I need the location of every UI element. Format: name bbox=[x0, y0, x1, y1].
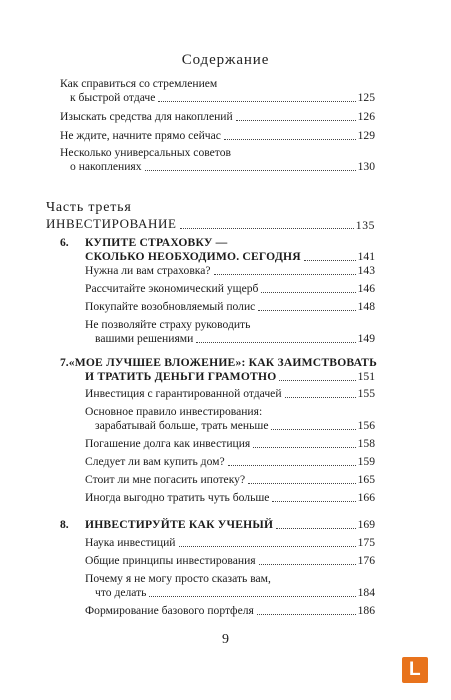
page-number: 9 bbox=[222, 632, 229, 647]
chapter-number: 6. bbox=[60, 236, 69, 249]
chapter-title: ИНВЕСТИРУЙТЕ КАК УЧЕНЫЙ bbox=[85, 518, 274, 531]
toc-page-number: 175 bbox=[357, 536, 375, 549]
toc-page-number: 155 bbox=[357, 387, 375, 400]
toc-entry-text: к быстрой отдаче bbox=[70, 91, 156, 104]
toc-page-number: 143 bbox=[357, 264, 375, 277]
toc-entry-text: Как справиться со стремлением bbox=[60, 77, 218, 90]
publisher-logo-letter: L bbox=[409, 659, 421, 680]
toc-entry[interactable] bbox=[85, 318, 375, 346]
toc-page-number: 151 bbox=[357, 370, 375, 383]
toc-entry-text: зарабатывай больше, трать меньше bbox=[95, 419, 269, 432]
toc-entry[interactable] bbox=[60, 146, 375, 174]
toc-entry[interactable] bbox=[85, 405, 375, 433]
toc-entry-text: Общие принципы инвестирования bbox=[85, 554, 256, 567]
toc-entry-text: Стоит ли мне погасить ипотеку? bbox=[85, 473, 246, 486]
toc-entry-text: Формирование базового портфеля bbox=[85, 604, 254, 617]
toc-entry[interactable] bbox=[85, 604, 375, 618]
toc-entry[interactable] bbox=[85, 264, 375, 278]
toc-entry-text: о накоплениях bbox=[70, 160, 142, 173]
toc-entry-text: что делать bbox=[95, 586, 147, 599]
part-title: ИНВЕСТИРОВАНИЕ bbox=[46, 216, 177, 231]
toc-entry[interactable] bbox=[85, 572, 375, 600]
toc-page-number: 125 bbox=[357, 91, 375, 104]
toc-entry-text: Иногда выгодно тратить чуть больше bbox=[85, 491, 270, 504]
chapter-number: 7. bbox=[60, 356, 69, 369]
chapter-title: СКОЛЬКО НЕОБХОДИМО. СЕГОДНЯ bbox=[85, 250, 301, 263]
chapter-title: И ТРАТИТЬ ДЕНЬГИ ГРАМОТНО bbox=[85, 370, 277, 383]
toc-page-number: 141 bbox=[357, 250, 375, 263]
part-label: Часть третья bbox=[46, 200, 132, 215]
toc-entry[interactable] bbox=[85, 473, 375, 487]
toc-page-number: 158 bbox=[357, 437, 375, 450]
toc-page-number: 169 bbox=[357, 518, 375, 531]
toc-entry[interactable] bbox=[85, 437, 375, 451]
toc-page-number: 184 bbox=[357, 586, 375, 599]
toc-entry-text: Основное правило инвестирования: bbox=[85, 405, 263, 418]
toc-entry[interactable] bbox=[85, 282, 375, 296]
toc-page-number: 166 bbox=[357, 491, 375, 504]
toc-entry[interactable] bbox=[60, 77, 375, 105]
toc-entry-text: Изыскать средства для накоплений bbox=[60, 110, 233, 123]
toc-entry-text: Почему я не могу просто сказать вам, bbox=[85, 572, 271, 585]
toc-entry-text: Погашение долга как инвестиция bbox=[85, 437, 251, 450]
toc-entry-text: вашими решениями bbox=[95, 332, 194, 345]
toc-entry-text: Рассчитайте экономический ущерб bbox=[85, 282, 259, 295]
toc-page-number: 126 bbox=[357, 110, 375, 123]
toc-entry[interactable] bbox=[60, 129, 375, 143]
toc-page-number: 159 bbox=[357, 455, 375, 468]
toc-page-number: 149 bbox=[357, 332, 375, 345]
toc-page-number: 130 bbox=[357, 160, 375, 173]
chapter-entry[interactable] bbox=[60, 236, 375, 264]
toc-page-number: 186 bbox=[357, 604, 375, 617]
toc-entry-text: Наука инвестиций bbox=[85, 536, 176, 549]
chapter-entry[interactable] bbox=[60, 518, 375, 532]
toc-entry-text: Не ждите, начните прямо сейчас bbox=[60, 129, 221, 142]
toc-entry[interactable] bbox=[85, 300, 375, 314]
chapter-number: 8. bbox=[60, 518, 69, 531]
toc-entry[interactable] bbox=[85, 491, 375, 505]
toc-page-number: 156 bbox=[357, 419, 375, 432]
part-title-entry[interactable] bbox=[46, 216, 375, 232]
toc-entry[interactable] bbox=[85, 554, 375, 568]
toc-page-number: 146 bbox=[357, 282, 375, 295]
toc-entry[interactable] bbox=[60, 110, 375, 124]
chapter-title: КУПИТЕ СТРАХОВКУ — bbox=[85, 236, 228, 249]
toc-entry-text: Покупайте возобновляемый полис bbox=[85, 300, 256, 313]
toc-page-number: 135 bbox=[355, 219, 375, 232]
toc-entry-text: Следует ли вам купить дом? bbox=[85, 455, 225, 468]
chapter-title: «МОЕ ЛУЧШЕЕ ВЛОЖЕНИЕ»: КАК ЗАИМСТВОВАТЬ bbox=[68, 356, 377, 369]
toc-entry-text: Инвестиция с гарантированной отдачей bbox=[85, 387, 282, 400]
toc-page-number: 165 bbox=[357, 473, 375, 486]
toc-entry-text: Несколько универсальных советов bbox=[60, 146, 231, 159]
toc-entry[interactable] bbox=[85, 387, 375, 401]
toc-header: Содержание bbox=[181, 52, 270, 68]
toc-entry-text: Нужна ли вам страховка? bbox=[85, 264, 211, 277]
toc-page-number: 129 bbox=[357, 129, 375, 142]
toc-page-number: 148 bbox=[357, 300, 375, 313]
toc-page-number: 176 bbox=[357, 554, 375, 567]
chapter-entry[interactable] bbox=[60, 356, 375, 384]
publisher-logo-icon bbox=[402, 657, 428, 683]
toc-entry[interactable] bbox=[85, 455, 375, 469]
toc-entry[interactable] bbox=[85, 536, 375, 550]
toc-entry-text: Не позволяйте страху руководить bbox=[85, 318, 251, 331]
